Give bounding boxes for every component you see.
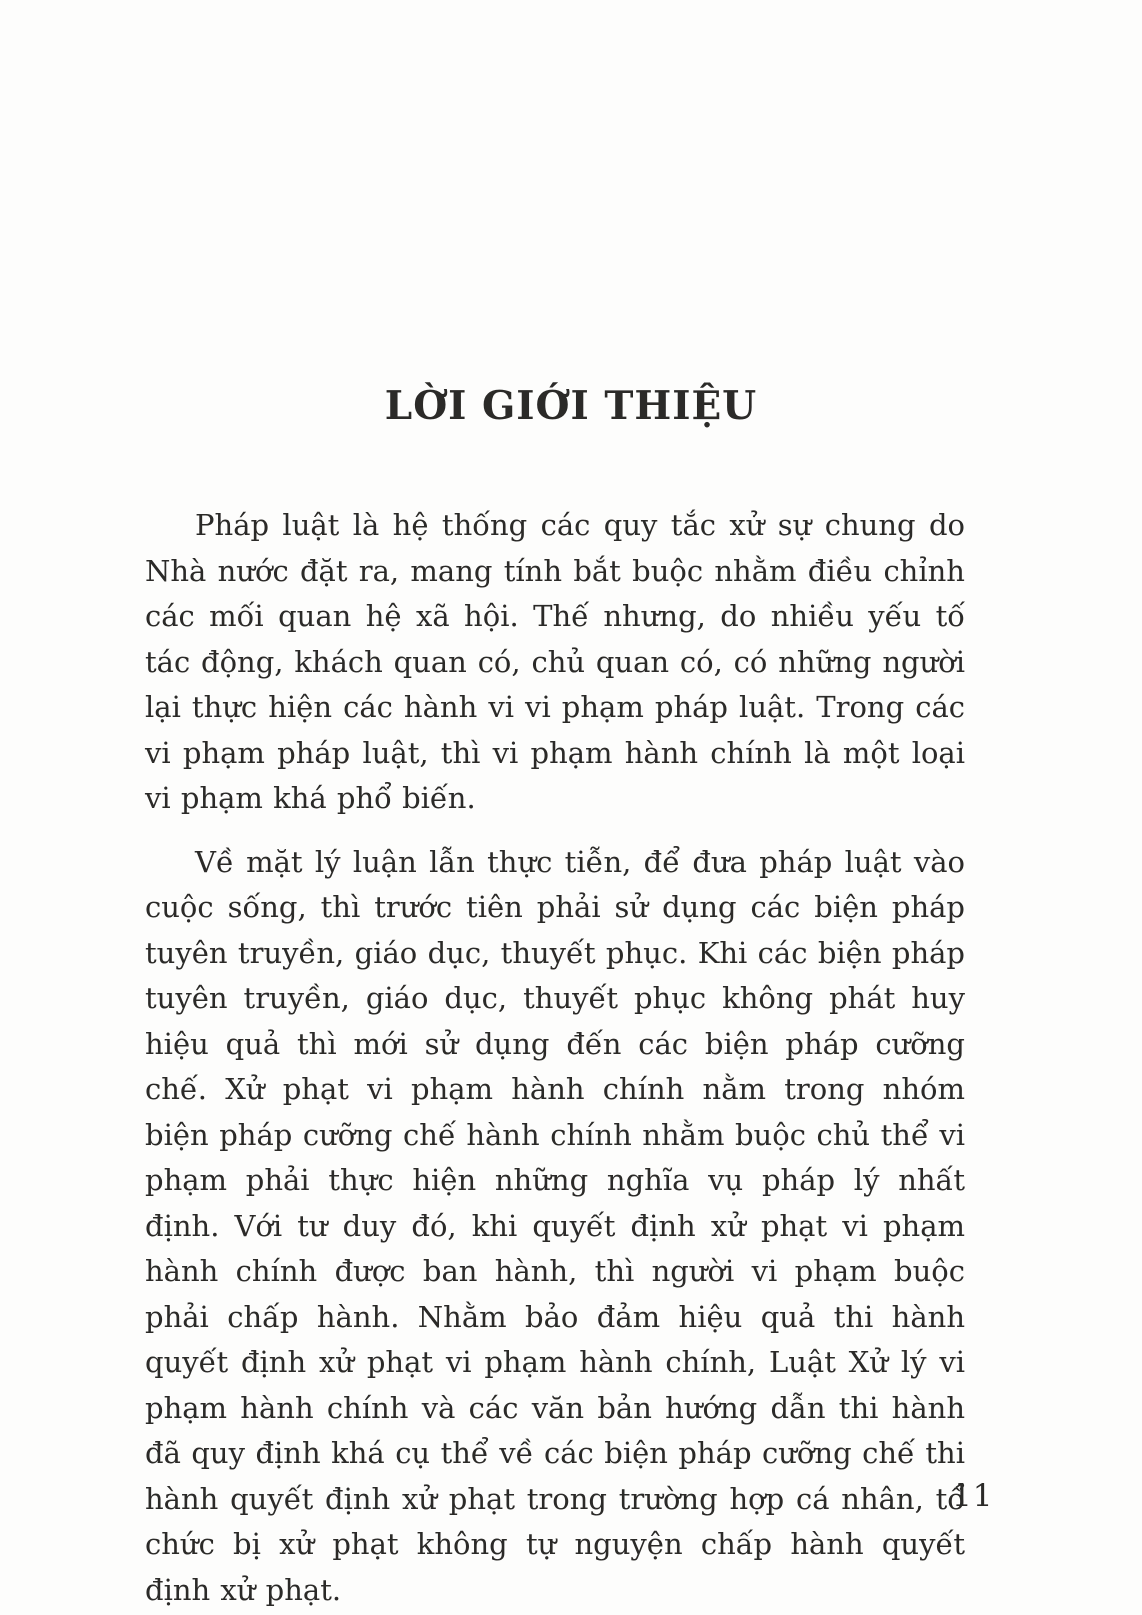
paragraph-2: Về mặt lý luận lẫn thực tiễn, để đưa pháp luật vào cuộc sống, thì trước tiên phải sử dụng các biện pháp tuyên truyền, giáo dục, thuyết phục. Khi các biện pháp tuyên truyền, giáo dục, thuyết phục không phát huy hiệu quả thì mới sử dụng đến các biện pháp cưỡng chế. Xử phạt vi phạm hành chính nằm trong nhóm biện pháp cưỡng chế hành chính nhằm buộc chủ thể vi phạm phải thực hiện những nghĩa vụ pháp lý nhất định. Với tư duy đó, khi quyết định xử phạt vi phạm hành chính được ban hành, thì người vi phạm buộc phải chấp hành. Nhằm bảo đảm hiệu quả thi hành quyết định xử phạt vi phạm hành chính, Luật Xử lý vi phạm hành chính và các văn bản hướng dẫn thi hành đã quy định khá cụ thể về các biện pháp cưỡng chế thi hành quyết định xử phạt trong trường hợp cá nhân, tổ chức bị xử phạt không tự nguyện chấp hành quyết định xử phạt.	[145, 844, 965, 1607]
page-number: 11	[952, 1478, 994, 1514]
page-title: LỜI GIỚI THIỆU	[384, 383, 758, 429]
paragraph-1: Pháp luật là hệ thống các quy tắc xử sự chung do Nhà nước đặt ra, mang tính bắt buộc nhằm điều chỉnh các mối quan hệ xã hội. Thế nhưng, do nhiều yếu tố tác động, khách quan có, chủ quan có, có những người lại thực hiện các hành vi vi phạm pháp luật. Trong các vi phạm pháp luật, thì vi phạm hành chính là một loại vi phạm khá phổ biến.	[145, 508, 965, 815]
body-text	[145, 503, 965, 1613]
